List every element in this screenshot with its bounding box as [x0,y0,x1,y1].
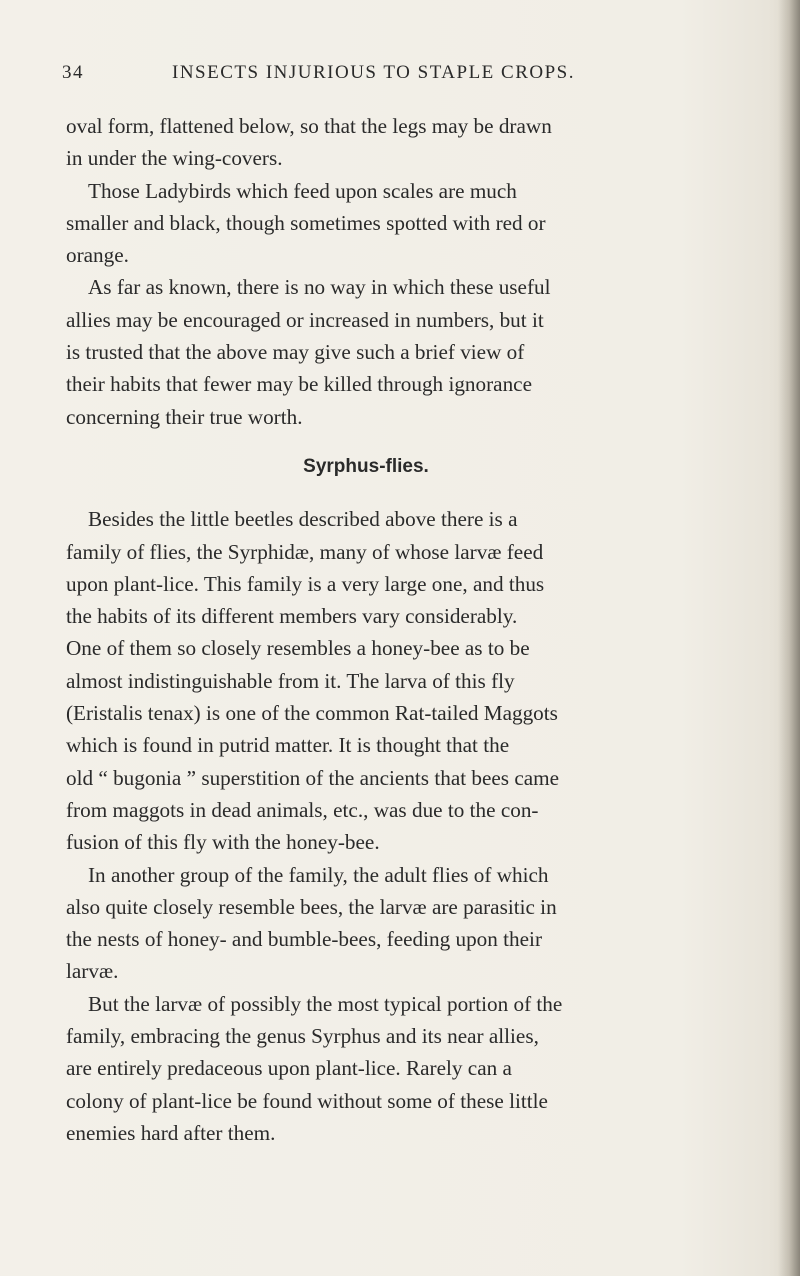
text-line: from maggots in dead animals, etc., was due to the con- [66,797,539,822]
text-line: old “ bugonia ” superstition of the ancients that bees came [66,765,560,790]
text-line: larvæ. [66,959,119,984]
text-line: their habits that fewer may be killed through ignorance [66,372,532,397]
text-line: smaller and black, though sometimes spotted with red or [66,210,546,235]
text-line: But the larvæ of possibly the most typical portion of the [88,991,563,1016]
text-line: also quite closely resemble bees, the larvæ are parasitic in [66,894,557,919]
text-line: enemies hard after them. [66,1120,276,1145]
text-line: One of them so closely resembles a honey-bee as to be [66,636,530,661]
running-title: INSECTS INJURIOUS TO STAPLE CROPS. [172,62,575,83]
text-line: concerning their true worth. [66,404,303,429]
text-line: is trusted that the above may give such a brief view of [66,340,525,365]
text-line: upon plant-lice. This family is a very large one, and thus [66,571,545,596]
text-line: Those Ladybirds which feed upon scales are much [88,178,517,203]
text-line: In another group of the family, the adult flies of which [88,862,549,887]
page-body [66,110,666,1149]
text-line: allies may be encouraged or increased in numbers, but it [66,307,544,332]
text-line: in under the wing-covers. [66,146,283,171]
text-line: the nests of honey- and bumble-bees, feeding upon their [66,927,542,952]
text-line: which is found in putrid matter. It is thought that the [66,733,510,758]
text-line: (Eristalis tenax) is one of the common Rat-tailed Maggots [66,701,558,726]
section-heading: Syrphus-flies. [303,455,429,477]
text-line: orange. [66,243,129,268]
text-line: Besides the little beetles described above there is a [88,507,518,532]
text-line: family, embracing the genus Syrphus and its near allies, [66,1024,539,1049]
text-line: the habits of its different members vary considerably. [66,604,518,629]
text-line: almost indistinguishable from it. The larva of this fly [66,668,515,693]
text-line: colony of plant-lice be found without some of these little [66,1088,548,1113]
page-edge-shadow [778,0,800,1276]
text-line: fusion of this fly with the honey-bee. [66,830,380,855]
page-number: 34 [62,62,84,83]
text-line: are entirely predaceous upon plant-lice. Rarely can a [66,1056,512,1081]
text-line: family of flies, the Syrphidæ, many of whose larvæ feed [66,539,544,564]
text-line: oval form, flattened below, so that the legs may be drawn [66,114,552,138]
text-line: As far as known, there is no way in which these useful [88,275,551,300]
